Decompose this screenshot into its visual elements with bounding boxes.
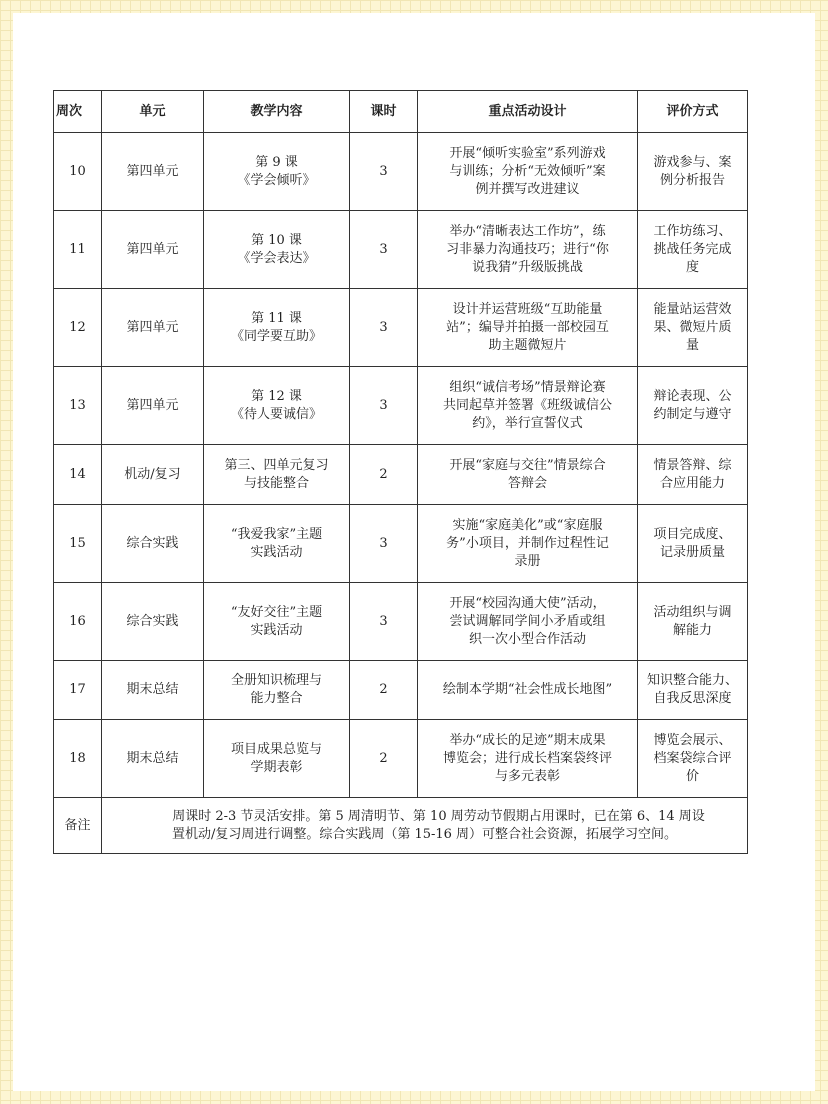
table-row [54,720,748,798]
header-evaluation: 评价方式 [638,91,748,133]
cell-line: 与多元表彰 [494,768,560,784]
cell-line: 《学会表达》 [237,250,316,266]
activity-cell [418,289,638,367]
activity-cell [418,367,638,445]
table-row [54,211,748,289]
cell-line: 第 10 课 [251,232,302,248]
activity-cell [418,445,638,505]
week-cell: 16 [54,583,102,661]
cell-line: 第 11 课 [251,310,302,326]
content-cell [204,661,350,720]
unit-cell: 机动/复习 [102,445,204,505]
cell-line: 全册知识梳理与 [230,673,322,688]
activity-cell [418,133,638,211]
cell-line: 约》，举行宣誓仪式 [472,415,583,431]
cell-line: “我爱我家”主题 [230,526,323,542]
week-cell: 17 [54,661,102,720]
cell-line: 第 9 课 [255,154,298,170]
header-content: 教学内容 [204,91,350,133]
cell-line: 例分析报告 [659,172,725,188]
unit-cell: 综合实践 [102,583,204,661]
cell-line: 尝试调解同学间小矛盾或组 [449,613,606,629]
cell-line: 能力整合 [250,691,303,706]
cell-line: “友好交往”主题 [230,604,323,620]
week-cell: 14 [54,445,102,505]
activity-cell [418,505,638,583]
content-cell [204,211,350,289]
unit-cell: 期末总结 [102,720,204,798]
header-week: 周次 [54,91,102,133]
cell-line: 织一次小型合作活动 [468,631,586,647]
evaluation-cell [638,289,748,367]
cell-line: 自我反思深度 [653,691,732,706]
cell-line: 能量站运营效 [653,301,732,317]
cell-line: 游戏参与、案 [653,154,732,170]
cell-line: 约制定与遵守 [653,406,732,422]
cell-line: 务”小项目，并制作过程性记 [446,535,609,551]
cell-line: 例并撰写改进建议 [475,181,580,197]
cell-line: 举办“成长的足迹”期末成果 [449,732,606,748]
unit-cell: 第四单元 [102,367,204,445]
week-cell: 15 [54,505,102,583]
table-row [54,583,748,661]
week-cell: 13 [54,367,102,445]
cell-line: 知识整合能力、 [646,673,738,688]
cell-line: 情景答辩、综 [653,457,732,473]
evaluation-cell [638,720,748,798]
content-cell [204,720,350,798]
content-cell [204,289,350,367]
cell-line: 度 [685,259,699,275]
header-unit: 单元 [102,91,204,133]
cell-line: 价 [685,768,699,784]
cell-line: 《同学要互助》 [230,328,322,344]
hours-cell: 2 [350,445,418,505]
cell-line: 与训练；分析“无效倾听”案 [449,163,606,179]
teaching-plan-table [53,90,748,854]
content-cell [204,133,350,211]
header-hours: 课时 [350,91,418,133]
cell-line: 开展“校园沟通大使”活动， [449,595,606,611]
table-header-row [54,91,748,133]
cell-line: 博览会展示、 [653,732,732,748]
note-line: 置机动/复习周进行调整。综合实践周（第 15-16 周）可整合社会资源，拓展学习空间。 [171,826,678,842]
content-cell [204,583,350,661]
cell-line: 工作坊练习、 [653,223,732,239]
cell-line: 录册 [514,553,541,569]
cell-line: 答辩会 [507,475,547,491]
hours-cell: 3 [350,367,418,445]
table-body [54,133,748,798]
evaluation-cell [638,445,748,505]
cell-line: 《学会倾听》 [237,172,316,188]
hours-cell: 3 [350,505,418,583]
table-row [54,445,748,505]
hours-cell: 3 [350,211,418,289]
week-cell: 11 [54,211,102,289]
evaluation-cell [638,367,748,445]
cell-line: 学期表彰 [250,759,303,775]
cell-line: 果、微短片质 [653,319,732,335]
cell-line: 活动组织与调 [653,604,732,620]
cell-line: 第 12 课 [251,388,302,404]
evaluation-cell [638,133,748,211]
week-cell: 18 [54,720,102,798]
cell-line: 记录册质量 [659,544,725,560]
evaluation-cell [638,505,748,583]
cell-line: 实施“家庭美化”或“家庭服 [452,517,603,533]
cell-line: 说我猜”升级版挑战 [472,259,583,275]
activity-cell [418,583,638,661]
evaluation-cell [638,583,748,661]
cell-line: 与技能整合 [243,475,309,491]
cell-line: 实践活动 [250,622,303,638]
evaluation-cell [638,661,748,720]
cell-line: 第三、四单元复习 [224,457,329,473]
note-label: 备注 [54,798,102,854]
note-text [102,798,748,854]
header-activity: 重点活动设计 [418,91,638,133]
cell-line: 《待人要诚信》 [230,406,322,422]
cell-line: 项目成果总览与 [230,741,322,757]
cell-line: 开展“倾听实验室”系列游戏 [449,145,606,161]
content-cell [204,445,350,505]
hours-cell: 2 [350,720,418,798]
cell-line: 共同起草并签署《班级诚信公 [442,397,612,413]
content-cell [204,367,350,445]
unit-cell: 期末总结 [102,661,204,720]
hours-cell: 3 [350,583,418,661]
table-row [54,133,748,211]
cell-line: 实践活动 [250,544,303,560]
unit-cell: 综合实践 [102,505,204,583]
cell-line: 挑战任务完成 [653,241,732,257]
evaluation-cell [638,211,748,289]
note-line: 周课时 2-3 节灵活安排。第 5 周清明节、第 10 周劳动节假期占用课时，已在第 6、14 周设 [172,808,705,824]
cell-line: 博览会；进行成长档案袋终评 [442,750,612,766]
cell-line: 绘制本学期“社会性成长地图” [442,682,613,697]
cell-line: 合应用能力 [659,475,725,491]
unit-cell: 第四单元 [102,133,204,211]
cell-line: 项目完成度、 [653,526,732,542]
unit-cell: 第四单元 [102,211,204,289]
cell-line: 档案袋综合评 [653,750,732,766]
activity-cell [418,661,638,720]
cell-line: 助主题微短片 [488,337,567,353]
week-cell: 10 [54,133,102,211]
hours-cell: 3 [350,289,418,367]
cell-line: 解能力 [672,622,712,638]
cell-line: 站”；编导并拍摄一部校园互 [446,319,609,335]
hours-cell: 3 [350,133,418,211]
activity-cell [418,211,638,289]
table-row [54,505,748,583]
activity-cell [418,720,638,798]
table-row [54,661,748,720]
cell-line: 习非暴力沟通技巧；进行“你 [446,241,609,257]
unit-cell: 第四单元 [102,289,204,367]
cell-line: 举办“清晰表达工作坊”，练 [449,223,606,239]
content-cell [204,505,350,583]
table-row [54,289,748,367]
note-row [54,798,748,854]
cell-line: 开展“家庭与交往”情景综合 [449,457,606,473]
hours-cell: 2 [350,661,418,720]
week-cell: 12 [54,289,102,367]
cell-line: 设计并运营班级“互助能量 [452,301,603,317]
cell-line: 组织“诚信考场”情景辩论赛 [449,379,606,395]
table-row [54,367,748,445]
cell-line: 量 [685,337,699,353]
cell-line: 辩论表现、公 [653,388,732,404]
